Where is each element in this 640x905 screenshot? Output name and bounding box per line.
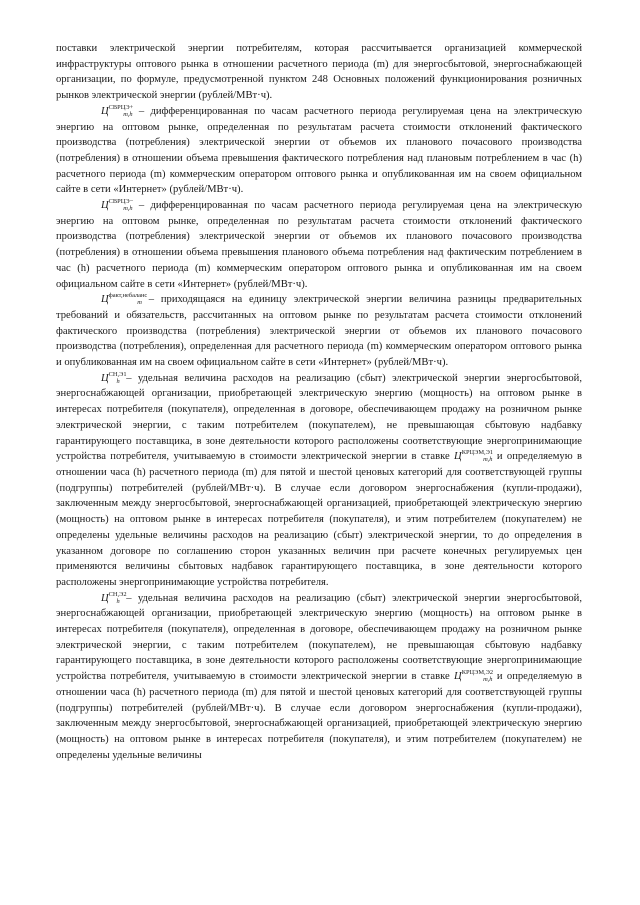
formula-symbol: $Ц^{СВРЦЭ-}_{m,h}$ [101,198,134,213]
formula-symbol: $Ц^{СН,Э2}_h$ [101,590,127,605]
paragraph-text-continued: и определяемую в отношении часа (h) расчетного периода (m) для пятой и шестой ценовых категорий для соответствующей группы (подгруппы) потребителей (рублей/МВт·ч). В случае если договором энергоснабжения (купли-продажи), заключенным между энергосбытовой, энергоснабжающей организацией, приобретающей электрическую энергию (мощность) на оптовом рынке в интересах потребителя (покупателя), и этим потребителем (покупателем) не определены удельные величины расходов на реализацию (сбыт) электрической энергии, то до определения в указанном договоре по соглашению сторон указанных величин при расчете конечных регулируемых цен применяются величины сбытовых надбавок гарантирующего поставщика, в зоне деятельности которого расположены энергопринимающие устройства потребителя. [56,451,582,588]
paragraph-text: – удельная величина расходов на реализацию (сбыт) электрической энергии энергосбытовой, энергоснабжающей организации, приобретающей электрическую энергию (мощность) на оптовом рынке в интересах потребителя (покупателя), определенная в договоре, обеспечивающем продажу на розничном рынке электрической энергии, с таким потребителем (покупателем), не превышающая сбытовую надбавку гарантирующего поставщика, в зоне деятельности которого расположены соответствующие энергопринимающие устройства потребителя, учитываемую в стоимости электрической энергии в ставке [56,592,582,683]
paragraph-text: – приходящаяся на единицу электрической энергии величина разницы предварительных требований и обязательств, рассчитанных на оптовом рынке по результатам расчета стоимости отклонений фактического производства (потребления) электрической энергии от объемов их планового почасового производства (потребления), определенная для расчетного периода (m) коммерческим оператором оптового рынка и опубликованная им на своем официальном сайте в сети «Интернет» (рублей/МВт·ч). [56,294,582,369]
formula-symbol: $Ц^{факт,небаланс}_m$ [101,292,148,307]
paragraph-text: – удельная величина расходов на реализацию (сбыт) электрической энергии энергосбытовой, энергоснабжающей организации, приобретающей электрическую энергию (мощность) на оптовом рынке в интересах потребителя (покупателя), определенная в договоре, обеспечивающем продажу на розничном рынке электрической энергии, с таким потребителем (покупателем), не превышающая сбытовую надбавку гарантирующего поставщика, в зоне деятельности которого расположены соответствующие энергопринимающие устройства потребителя, учитываемую в стоимости электрической энергии в ставке [56,372,582,463]
paragraph-text: поставки электрической энергии потребителям, которая рассчитывается организацией коммерческой инфраструктуры оптового рынка в отношении расчетного периода (m) для энергосбытовой, энергоснабжающей организации, по формуле, предусмотренной пунктом 248 Основных положений функционирования розничных рынков электрической энергии (рублей/МВт·ч). [56,43,582,102]
paragraph-text: – дифференцированная по часам расчетного периода регулируемая цена на электрическую энергию на оптовом рынке, определенная по результатам расчета стоимости отклонений фактического производства (потребления) электрической энергии от объемов их планового почасового производства (потребления) в отношении объема превышения фактического потребления над плановым потреблением в час (h) расчетного периода (m) коммерческим оператором оптового рынка и опубликованная им на своем официальном сайте в сети «Интернет» (рублей/МВт·ч). [56,105,582,196]
paragraph-4 [56,292,582,371]
formula-symbol-inline: $Ц^{КРЦЭМ,Э1}_{m,h}$ [454,449,494,464]
paragraph-1 [56,41,582,104]
paragraph-text: – дифференцированная по часам расчетного периода регулируемая цена на электрическую энергию на оптовом рынке, определенная по результатам расчета стоимости отклонений фактического производства (потребления) электрической энергии от объемов их планового почасового производства (потребления) в отношении объема превышения планового объема потребления над фактическим потреблением в час (h) расчетного периода (m) коммерческим оператором оптового рынка и опубликованная им на своем официальном сайте в сети «Интернет» (рублей/МВт·ч). [56,200,582,290]
document-page [56,41,582,763]
paragraph-text-continued: и определяемую в отношении часа (h) расчетного периода (m) для пятой и шестой ценовых категорий для соответствующей группы (подгруппы) потребителей (рублей/МВт·ч). В случае если договором энергоснабжения (купли-продажи), заключенным между энергосбытовой, энергоснабжающей организацией, приобретающей электрическую энергию (мощность) на оптовом рынке в интересах потребителя (покупателя), и этим потребителем (покупателем) не определены удельные величины [56,671,582,761]
formula-symbol: $Ц^{СН,Э1}_h$ [101,370,127,385]
formula-symbol: $Ц^{СВРЦЭ+}_{m,h}$ [101,103,134,118]
paragraph-5 [56,371,582,591]
paragraph-2 [56,104,582,198]
formula-symbol-inline: $Ц^{КРЦЭМ,Э2}_{m,h}$ [454,669,494,684]
paragraph-6 [56,591,582,764]
paragraph-3 [56,198,582,292]
